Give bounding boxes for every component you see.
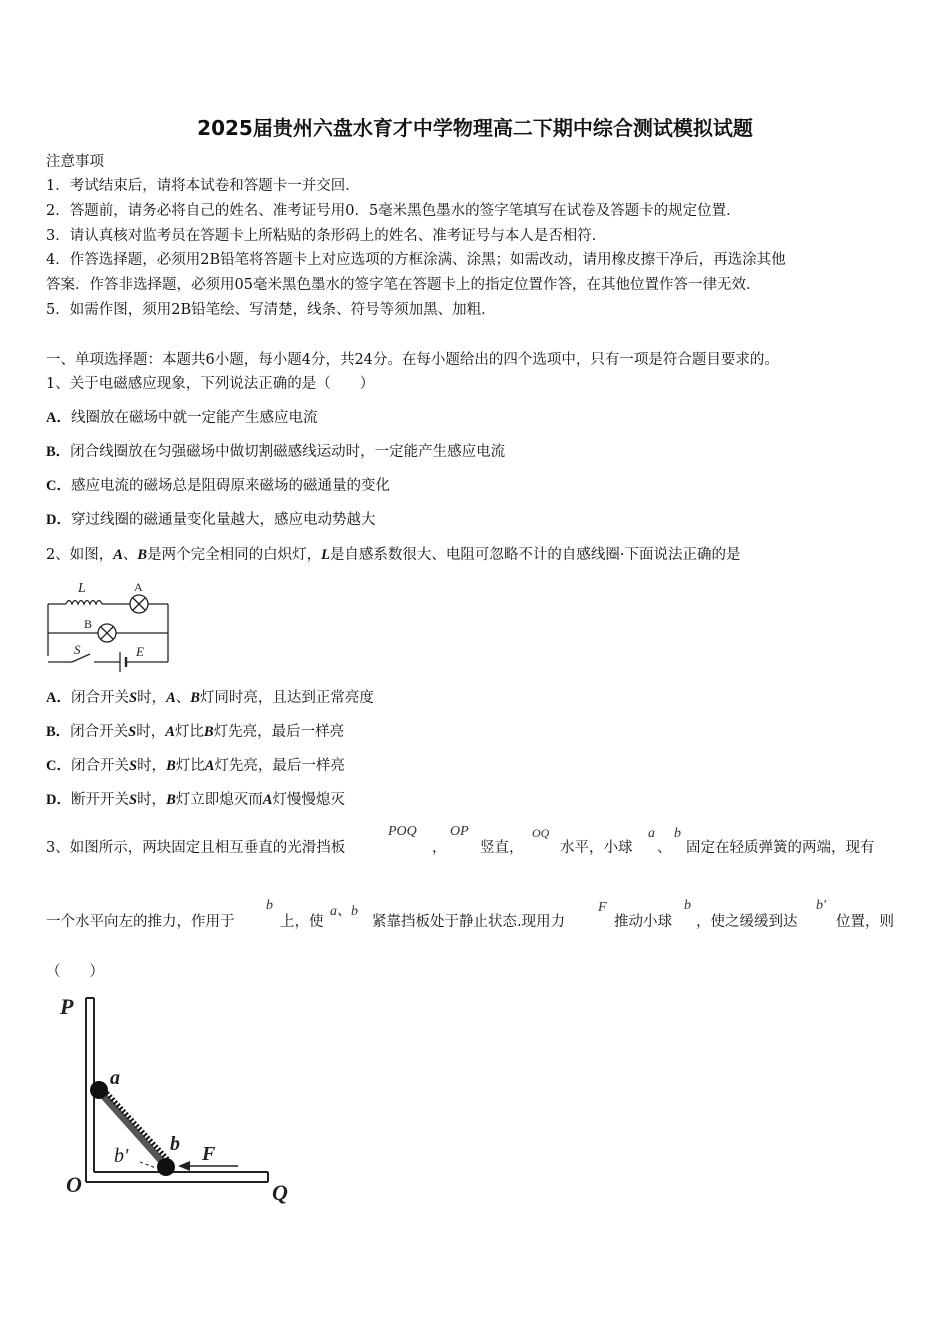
q2-option-b: B．闭合开关S时，A灯比B灯先亮，最后一样亮 <box>46 724 345 740</box>
label-b-prime: b' <box>114 1145 129 1167</box>
q3-sym-POQ: POQ <box>388 824 417 839</box>
label-P: P <box>60 994 74 1019</box>
q3-sym-F: F <box>598 900 607 915</box>
q3-sym-OQ: OQ <box>532 826 550 840</box>
label-O: O <box>66 1172 82 1197</box>
notice-heading: 注意事项 <box>46 154 104 170</box>
q3-line1-part2: ， <box>432 840 447 856</box>
q2-option-d: D．断开开关S时，B灯立即熄灭而A灯慢慢熄灭 <box>46 792 345 808</box>
label-Q: Q <box>272 1180 288 1205</box>
q3-sym-b3: b <box>684 898 691 913</box>
q1-option-b: B．闭合线圈放在匀强磁场中做切割磁感线运动时，一定能产生感应电流 <box>46 444 506 460</box>
q3-answer-paren: （ ） <box>46 964 104 980</box>
q1-option-d: D．穿过线圈的磁通量变化量越大，感应电动势越大 <box>46 512 376 528</box>
q1-option-c: C．感应电流的磁场总是阻碍原来磁场的磁通量的变化 <box>46 478 390 494</box>
q3-sym-bprime: b' <box>816 898 826 913</box>
label-a: a <box>110 1067 120 1089</box>
q3-line2-part1: 一个水平向左的推力，作用于 <box>46 914 235 930</box>
q3-sym-b: b <box>674 826 681 841</box>
q3-line1-part1: 3、如图所示，两块固定且相互垂直的光滑挡板 <box>46 840 346 856</box>
q3-sym-a: a <box>648 826 655 841</box>
label-A: A <box>134 580 143 594</box>
notice-item: 5．如需作图，须用2B铅笔绘、写清楚，线条、符号等须加黑、加粗． <box>46 302 496 318</box>
q3-line2-part6: 位置，则 <box>836 914 894 930</box>
label-S: S <box>74 642 81 657</box>
label-F: F <box>202 1143 216 1165</box>
q3-line1-part6: 固定在轻质弹簧的两端，现有 <box>686 840 875 856</box>
q2-circuit-diagram <box>44 576 176 676</box>
q3-sym-b2: b <box>266 898 273 913</box>
q2-option-a: A．闭合开关S时，A、B灯同时亮，且达到正常亮度 <box>46 690 374 706</box>
ball-a <box>90 1081 108 1099</box>
q3-figure <box>52 990 302 1210</box>
q3-line2-part5: ，使之缓缓到达 <box>696 914 798 930</box>
q1-option-a: A．线圈放在磁场中就一定能产生感应电流 <box>46 410 318 426</box>
page-title: 2025届贵州六盘水育才中学物理高二下期中综合测试模拟试题 <box>197 116 753 140</box>
label-B: B <box>84 617 93 631</box>
q3-line1-part5: 、 <box>657 840 672 856</box>
label-L: L <box>78 581 86 596</box>
q3-sym-ab: a、b <box>330 904 358 919</box>
q3-line2-part4: 推动小球 <box>614 914 672 930</box>
notice-item: 2．答题前，请务必将自己的姓名、准考证号用0．5毫米黑色墨水的签字笔填写在试卷及答题卡的规定位置． <box>46 203 741 219</box>
q3-line2-part3: 紧靠挡板处于静止状态.现用力 <box>372 914 566 930</box>
section-heading: 一、单项选择题：本题共6小题，每小题4分，共24分。在每小题给出的四个选项中，只有一项是符合题目要求的。 <box>46 352 779 368</box>
q3-line1-part4: 水平，小球 <box>560 840 633 856</box>
q2-option-c: C．闭合开关S时，B灯比A灯先亮，最后一样亮 <box>46 758 345 774</box>
q3-line2-part2: 上，使 <box>280 914 324 930</box>
label-b: b <box>170 1133 180 1155</box>
q2-stem: 2、如图，A、B是两个完全相同的白炽灯，L是自感系数很大、电阻可忽略不计的自感线圈·下面说法正确的是 <box>46 547 741 563</box>
notice-item: 1．考试结束后，请将本试卷和答题卡一并交回． <box>46 178 360 194</box>
label-E: E <box>136 644 144 659</box>
notice-item: 3．请认真核对监考员在答题卡上所粘贴的条形码上的姓名、准考证号与本人是否相符． <box>46 228 607 244</box>
q1-stem: 1、关于电磁感应现象，下列说法正确的是（ ） <box>46 376 375 392</box>
q3-sym-OP: OP <box>450 824 469 839</box>
notice-item: 4．作答选择题，必须用2B铅笔将答题卡上对应选项的方框涂满、涂黑；如需改动，请用橡皮擦干净后，再选涂其他 <box>46 252 786 268</box>
q3-line1-part3: 竖直， <box>480 840 524 856</box>
ball-b <box>157 1158 175 1176</box>
notice-item: 答案．作答非选择题，必须用05毫米黑色墨水的签字笔在答题卡上的指定位置作答，在其他位置作答一律无效． <box>46 277 761 293</box>
